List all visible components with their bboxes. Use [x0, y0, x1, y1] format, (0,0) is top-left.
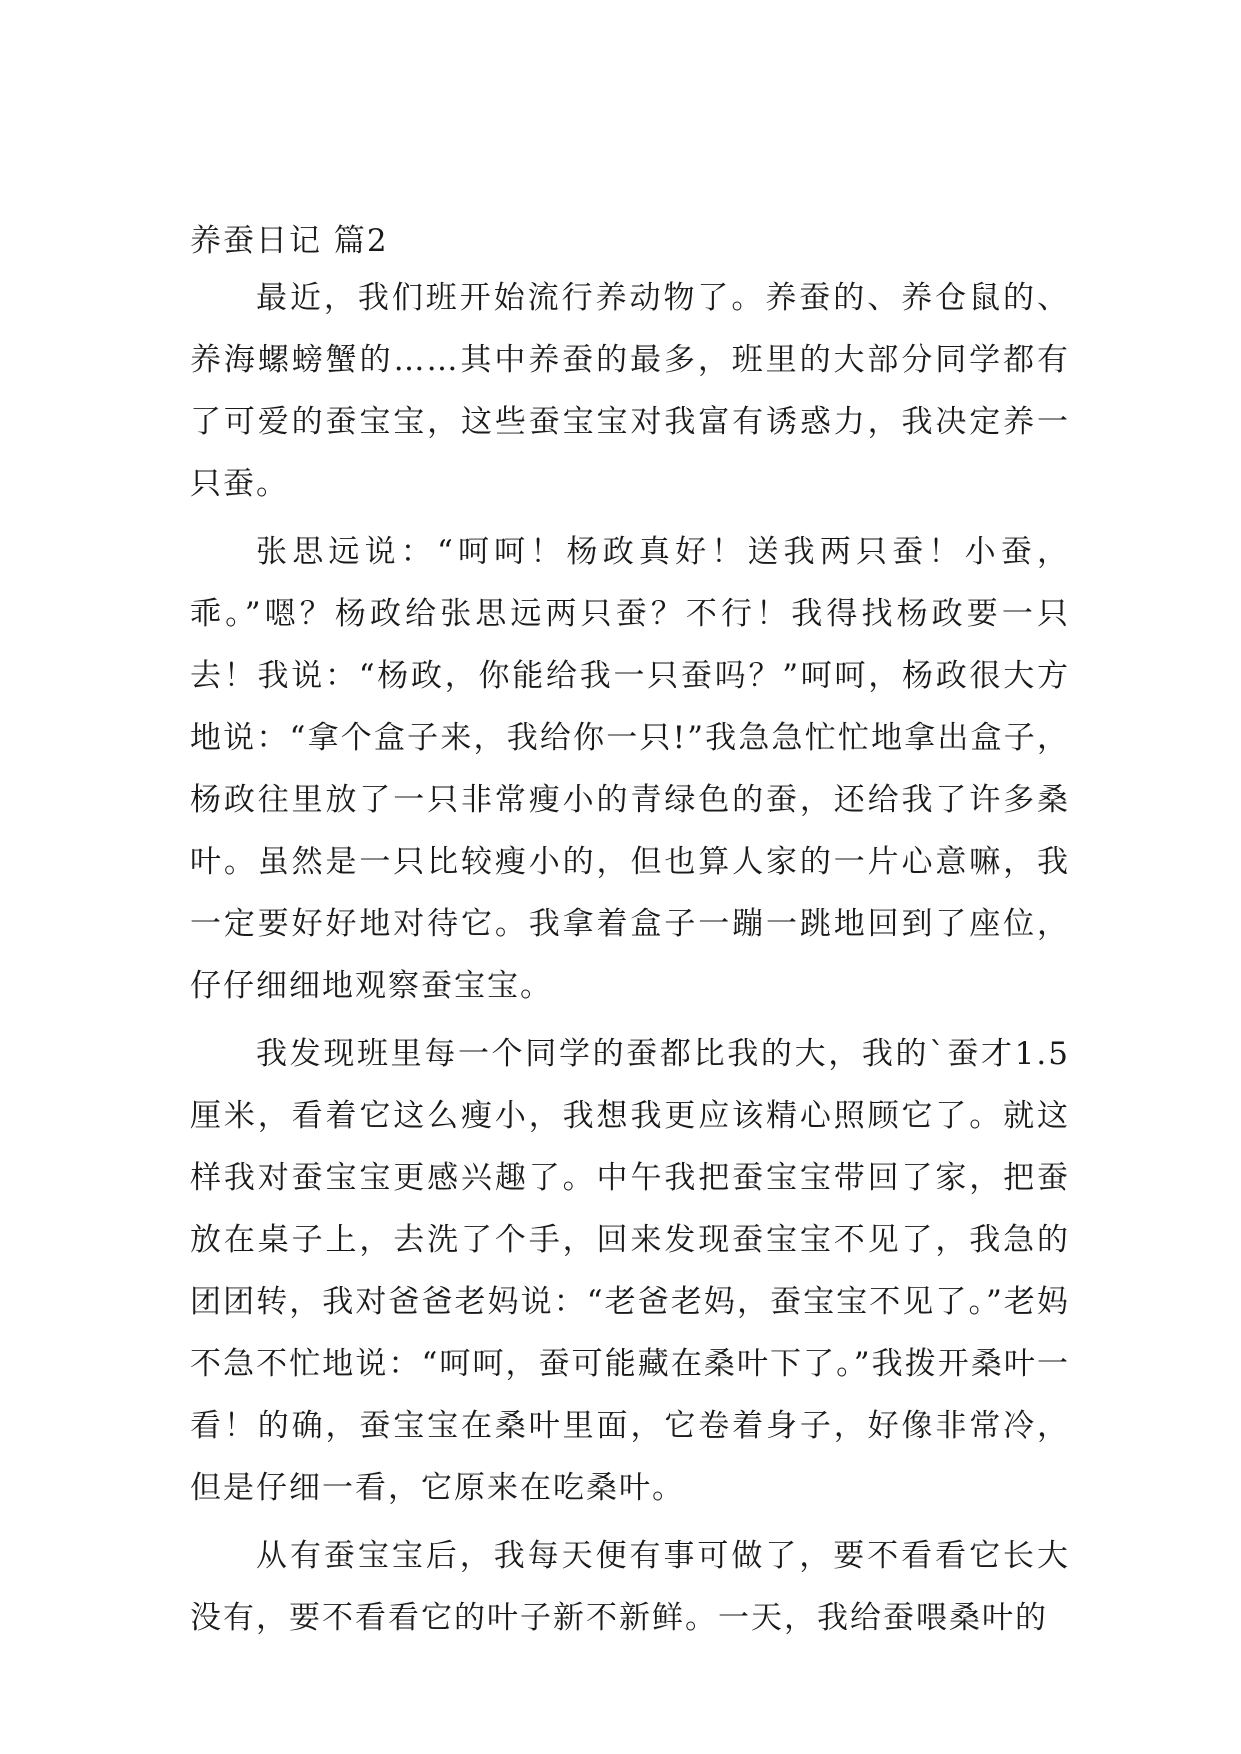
paragraph-1: 最近，我们班开始流行养动物了。养蚕的、养仓鼠的、养海螺螃蟹的……其中养蚕的最多，班里的大部分同学都有了可爱的蚕宝宝，这些蚕宝宝对我富有诱惑力，我决定养一只蚕。: [190, 280, 1070, 502]
document-body: [190, 215, 1070, 1649]
paragraph-2: 张思远说：“呵呵！杨政真好！送我两只蚕！小蚕，乖。”嗯？杨政给张思远两只蚕？不行！我得找杨政要一只去！我说：“杨政，你能给我一只蚕吗？”呵呵，杨政很大方地说：“拿个盒子来，我给你一只!”我急急忙忙地拿出盒子，杨政往里放了一只非常瘦小的青绿色的蚕，还给我了许多桑叶。虽然是一只比较瘦小的，但也算人家的一片心意嘛，我一定要好好地对待它。我拿着盒子一蹦一跳地回到了座位，仔仔细细地观察蚕宝宝。: [190, 534, 1070, 1004]
paragraph-3: 我发现班里每一个同学的蚕都比我的大，我的`蚕才1.5厘米，看着它这么瘦小，我想我更应该精心照顾它了。就这样我对蚕宝宝更感兴趣了。中午我把蚕宝宝带回了家，把蚕放在桌子上，去洗了个手，回来发现蚕宝宝不见了，我急的团团转，我对爸爸老妈说：“老爸老妈，蚕宝宝不见了。”老妈不急不忙地说：“呵呵，蚕可能藏在桑叶下了。”我拨开桑叶一看！的确，蚕宝宝在桑叶里面，它卷着身子，好像非常冷，但是仔细一看，它原来在吃桑叶。: [190, 1036, 1070, 1506]
paragraph-4: 从有蚕宝宝后，我每天便有事可做了，要不看看它长大没有，要不看看它的叶子新不新鲜。一天，我给蚕喂桑叶的: [190, 1538, 1070, 1636]
document-title: 养蚕日记 篇2: [190, 223, 389, 259]
